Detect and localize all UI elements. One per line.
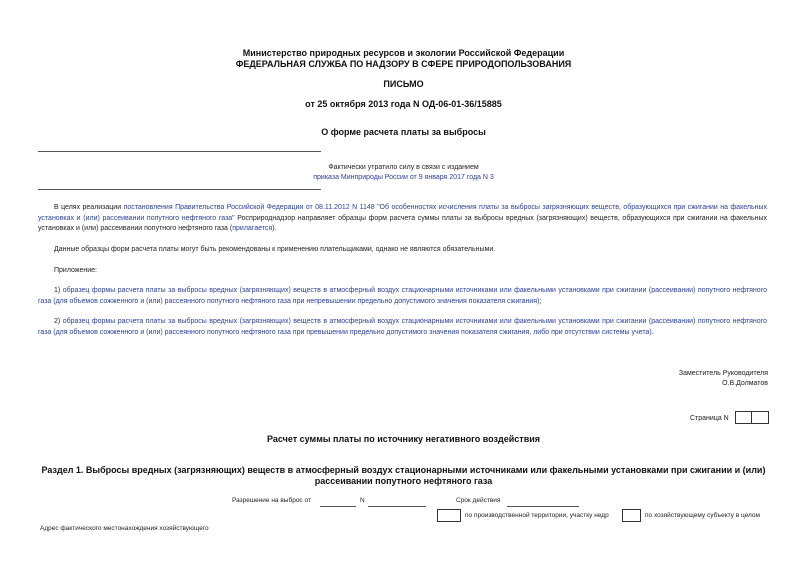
form-sample-link-2[interactable]: образец формы расчета платы за выбросы вредных (загрязняющих) веществ в атмосферный воздух стационарными источниками или факельными установками при сжигании (рассеивании) попутного нефтяного газа (для объемов сожженного и (или) рассеянного попутного нефтяного газа при превышении предельно допустимого значения показателя сжигания, либо при отсутствии системы учета): [38, 318, 767, 336]
document-date-number: от 25 октября 2013 года N ОД-06-01-36/15885: [305, 99, 502, 109]
attachment-link[interactable]: прилагается: [232, 225, 273, 232]
territory-checkbox[interactable]: [437, 509, 461, 522]
divider: [38, 151, 321, 152]
paragraph-text: В целях реализации: [54, 204, 124, 211]
permit-date-field[interactable]: [320, 506, 356, 507]
item-suffix: .: [651, 328, 654, 336]
appendix-item-1: [38, 286, 767, 307]
appendix-label: Приложение:: [54, 267, 98, 274]
resolution-link[interactable]: постановления Правительства Российской Федерации от 08.11.2012 N 1148 "Об особенностях исчисления платы за выбросы загрязняющих веществ, образующихся при сжигании на факельных установках и (или) рассеивании попутного нефтяного газа": [38, 204, 767, 222]
paragraph-recommendation: Данные образцы форм расчета платы могут быть рекомендованы к применению плательщиками, однако не являются обязательными.: [54, 246, 496, 253]
paragraph-text: ).: [272, 225, 277, 232]
service-name: ФЕДЕРАЛЬНАЯ СЛУЖБА ПО НАДЗОРУ В СФЕРЕ ПРИРОДОПОЛЬЗОВАНИЯ: [235, 59, 572, 69]
document-type: ПИСЬМО: [383, 79, 424, 89]
divider: [38, 189, 321, 190]
status-note-text: Фактически утратило силу в связи с изданием: [328, 164, 479, 171]
address-label: Адрес фактического местонахождения хозяйствующего: [40, 525, 209, 532]
item-suffix: ;: [539, 297, 542, 305]
permit-number-label: N: [360, 497, 365, 504]
signature-position: Заместитель Руководителя: [678, 370, 768, 377]
ministry-name: Министерство природных ресурсов и экологии Российской Федерации: [242, 48, 565, 58]
validity-field[interactable]: [507, 506, 579, 507]
appendix-item-2: [38, 317, 767, 338]
signature-name: О.В.Долматов: [722, 380, 768, 387]
paragraph-text: Росприроднадзор направляет образцы форм расчета суммы платы за выбросы вредных (загрязняющих) веществ, образующихся при сжигании на факельных установках и (или) рассеивании попутного нефтяного газа (: [38, 214, 767, 232]
entity-checkbox[interactable]: [622, 509, 641, 522]
document-subject: О форме расчета платы за выбросы: [321, 127, 486, 137]
territory-label: по производственной территории, участку недр: [465, 512, 609, 519]
item-number: 1): [54, 287, 63, 294]
permit-number-field[interactable]: [368, 506, 426, 507]
permit-label: Разрешение на выброс от: [232, 497, 311, 504]
item-number: 2): [54, 318, 63, 325]
form-title: Расчет суммы платы по источнику негативного воздействия: [266, 434, 541, 444]
form-sample-link-1[interactable]: образец формы расчета платы за выбросы вредных (загрязняющих) веществ в атмосферный воздух стационарными источниками или факельными установками при сжигании (рассеивании) попутного нефтяного газа (для объемов сожженного и (или) рассеянного попутного нефтяного газа при непревышении предельно допустимого значения показателя сжигания): [38, 287, 767, 305]
status-note-link[interactable]: приказа Минприроды России от 9 января 2017 года N 3: [313, 174, 494, 181]
page-number-box-2[interactable]: [751, 411, 769, 424]
section-1-heading-line1: Раздел 1. Выбросы вредных (загрязняющих) веществ в атмосферный воздух стационарными источниками или факельными установками при сжигании и (или): [41, 465, 766, 475]
validity-label: Срок действия: [456, 497, 501, 504]
paragraph-intro: [38, 203, 767, 235]
entity-label: по хозяйствующему субъекту в целом: [645, 512, 760, 519]
section-1-heading-line2: рассеивании попутного нефтяного газа: [314, 476, 493, 486]
page-number-label: Страница N: [690, 415, 729, 422]
